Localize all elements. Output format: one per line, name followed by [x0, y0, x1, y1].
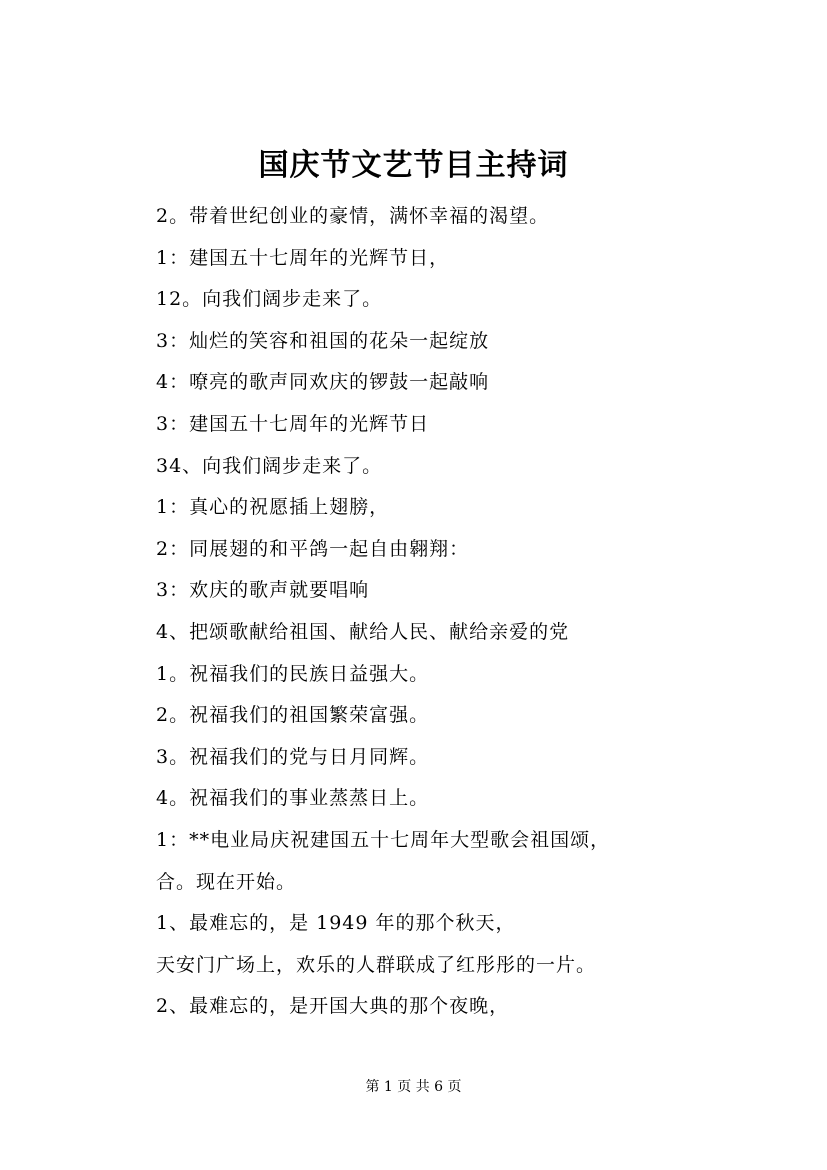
body-line: 34、向我们阔步走来了。 — [156, 454, 383, 477]
body-line: 3：建国五十七周年的光辉节日 — [156, 412, 430, 435]
body-line: 4、把颂歌献给祖国、献给人民、献给亲爱的党 — [156, 620, 570, 643]
body-line: 1。祝福我们的民族日益强大。 — [156, 662, 430, 685]
body-line: 4：嘹亮的歌声同欢庆的锣鼓一起敲响 — [156, 371, 490, 394]
body-line: 3：灿烂的笑容和祖国的花朵一起绽放 — [156, 329, 490, 352]
body-line: 2。带着世纪创业的豪情，满怀幸福的渴望。 — [156, 205, 550, 227]
body-line: 1：真心的祝愿插上翅膀， — [156, 496, 390, 519]
body-line: 12。向我们阔步走来了。 — [156, 288, 383, 311]
body-line: 1：**电业局庆祝建国五十七周年大型歌会祖国颂， — [156, 828, 611, 851]
body-line: 合。现在开始。 — [156, 870, 297, 893]
body-line: 3。祝福我们的党与日月同辉。 — [156, 745, 430, 768]
body-line: 2：同展翅的和平鸽一起自由翱翔： — [156, 537, 470, 560]
document-body — [156, 196, 676, 1028]
body-line: 3：欢庆的歌声就要唱响 — [156, 579, 370, 602]
body-line: 2、最难忘的，是开国大典的那个夜晚， — [156, 995, 510, 1018]
page-footer: 第 1 页 共 6 页 — [365, 1079, 462, 1095]
body-line: 2。祝福我们的祖国繁荣富强。 — [156, 704, 430, 727]
body-line: 4。祝福我们的事业蒸蒸日上。 — [156, 787, 430, 810]
document-title: 国庆节文艺节目主持词 — [258, 148, 569, 183]
body-line: 1：建国五十七周年的光辉节日， — [156, 246, 450, 269]
body-line: 1、最难忘的，是 1949 年的那个秋天， — [156, 912, 516, 935]
body-line: 天安门广场上，欢乐的人群联成了红彤彤的一片。 — [156, 953, 597, 976]
